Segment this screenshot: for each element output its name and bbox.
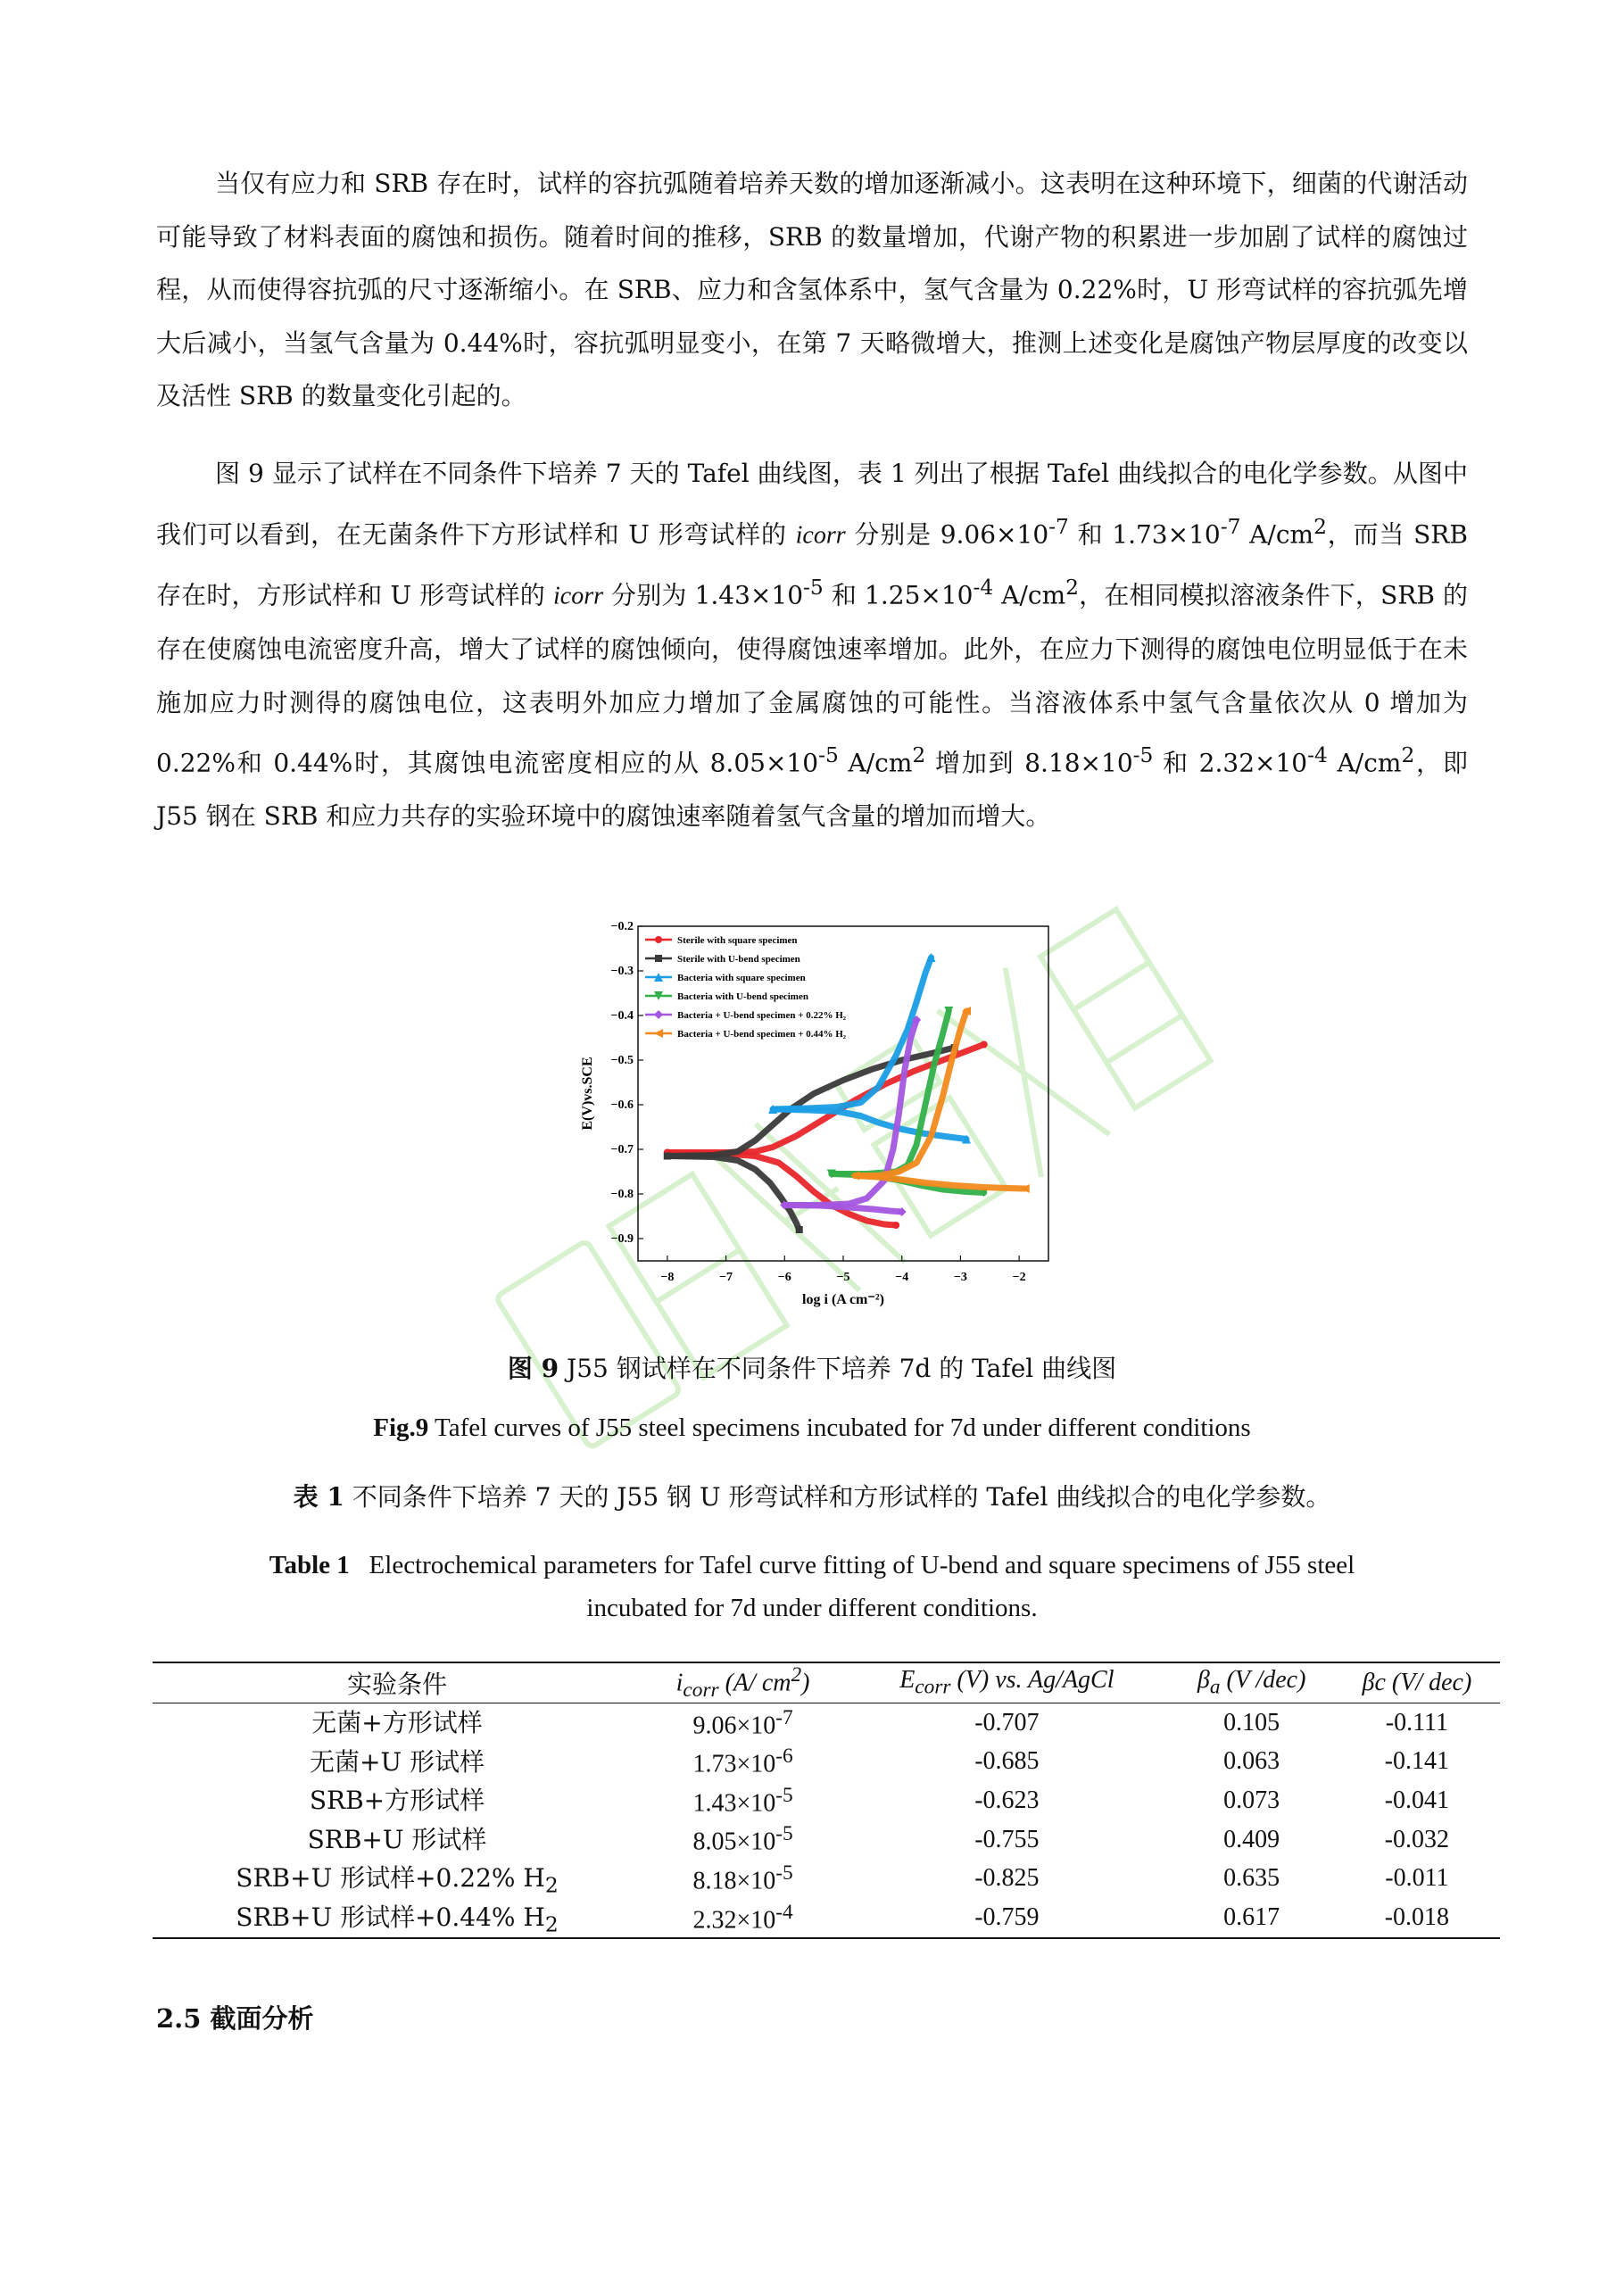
cell-beta-c: -0.018 — [1334, 1898, 1500, 1938]
x-tick-label: −6 — [777, 1271, 791, 1284]
header-icorr: $i_{corr}$ (A/ $cm^2$) — [642, 1662, 844, 1703]
table-header-row — [153, 1662, 1500, 1703]
cell-icorr: $8.05\times 10^{-5}$ — [692, 1822, 793, 1856]
cell-condition: SRB+方形试样 — [309, 1786, 485, 1816]
y-tick-label: −0.9 — [610, 1232, 634, 1246]
x-tick-label: −5 — [836, 1271, 850, 1284]
cell-icorr: $9.06\times 10^{-7}$ — [692, 1705, 793, 1739]
x-axis-label: log i (A cm⁻²) — [802, 1292, 884, 1307]
series-0-cathodic-line — [667, 1153, 896, 1226]
header-ecorr: $E_{corr}$ (V) vs. Ag/AgCl — [844, 1662, 1169, 1703]
cell-ecorr: -0.623 — [974, 1786, 1040, 1814]
legend-label: Sterile with square specimen — [677, 935, 798, 946]
table-caption-zh: 表 1 不同条件下培养 7 天的 J55 钢 U 形弯试样和方形试样的 Tafel 曲线拟合的电化学参数。 — [293, 1482, 1331, 1512]
legend-label: Bacteria with U-bend specimen — [677, 991, 808, 1002]
y-tick-label: −0.7 — [610, 1143, 634, 1156]
cell-beta-c: -0.032 — [1384, 1825, 1450, 1853]
cell-beta-a: 0.105 — [1223, 1708, 1280, 1737]
series-1-anodic-line — [667, 1048, 955, 1156]
header-beta-a: $\beta_a$ (V /dec) — [1170, 1662, 1334, 1703]
series-1-point — [664, 1153, 671, 1160]
table-row — [153, 1743, 1500, 1782]
cell-beta-a: 0.409 — [1223, 1825, 1280, 1853]
legend-label: Bacteria + U-bend specimen + 0.44% H₂ — [677, 1029, 847, 1040]
x-tick-label: −7 — [719, 1271, 733, 1284]
x-tick-label: −8 — [660, 1271, 675, 1284]
cell-ecorr: -0.755 — [974, 1825, 1040, 1853]
paragraph-1: 当仅有应力和 SRB 存在时，试样的容抗弧随着培养天数的增加逐渐减小。这表明在这种环境下，细菌的代谢活动可能导致了材料表面的腐蚀和损伤。随着时间的推移，SRB 的数量增加，代谢产物的积累进一步加剧了试样的腐蚀过程，从而使得容抗弧的尺寸逐渐缩小。在 SRB、应力和含氢体系中，氢气含量为 0.22%时，U 形弯试样的容抗弧先增大后减小，当氢气含量为 0.44%时，容抗弧明显变小，在第 7 天略微增大，推测上述变化是腐蚀产物层厚度的改变以及活性 SRB 的数量变化引起的。 — [156, 169, 1468, 410]
x-tick-label: −2 — [1012, 1271, 1026, 1284]
y-tick-label: −0.4 — [610, 1009, 634, 1023]
cell-condition: SRB+U 形试样+0.22% $H_2$ — [236, 1863, 559, 1898]
cell-icorr: $8.18\times 10^{-5}$ — [692, 1861, 793, 1895]
table-row — [153, 1781, 1500, 1820]
cell-ecorr: -0.825 — [974, 1864, 1040, 1893]
series-0-point — [981, 1041, 988, 1049]
cell-beta-a: 0.063 — [1223, 1747, 1280, 1776]
cell-condition: 无菌+U 形试样 — [310, 1746, 485, 1777]
y-axis-label: E(V)vs.SCE — [580, 1057, 595, 1131]
cell-icorr: $1.43\times 10^{-5}$ — [692, 1783, 793, 1818]
y-tick-label: −0.6 — [610, 1098, 634, 1112]
cell-beta-c: -0.141 — [1384, 1747, 1450, 1776]
cell-beta-c: -0.111 — [1385, 1708, 1449, 1737]
x-tick-label: −4 — [895, 1271, 909, 1284]
legend-marker — [655, 955, 662, 962]
cell-beta-c: -0.011 — [1385, 1864, 1449, 1893]
legend-label: Sterile with U-bend specimen — [677, 954, 800, 965]
cell-condition: SRB+U 形试样 — [307, 1824, 487, 1854]
figure-caption-en: Fig.9 Tafel curves of J55 steel specimens incubated for 7d under different conditions — [373, 1413, 1251, 1442]
cell-beta-c: -0.041 — [1384, 1786, 1450, 1814]
cell-icorr: $2.32\times 10^{-4}$ — [642, 1898, 844, 1938]
tafel-chart — [567, 913, 1066, 1314]
table-caption-en: Table 1 Electrochemical parameters for Tafel curve fitting of U-bend and square specimens of J55 steel incubated for 7d under different conditions. — [269, 1551, 1355, 1622]
header-beta-c: βc (V/ dec) — [1334, 1662, 1500, 1703]
cell-beta-a: 0.635 — [1223, 1864, 1280, 1893]
legend-label: Bacteria with square specimen — [677, 973, 806, 983]
table-row — [153, 1703, 1500, 1743]
cell-beta-a: 0.617 — [1170, 1898, 1334, 1938]
header-condition: 实验条件 — [153, 1662, 642, 1703]
legend-marker — [654, 1010, 663, 1019]
legend-marker — [654, 1029, 663, 1038]
cell-icorr: $1.73\times 10^{-6}$ — [692, 1745, 793, 1778]
x-tick-label: −3 — [953, 1271, 967, 1284]
y-tick-label: −0.8 — [610, 1188, 634, 1201]
cell-ecorr: -0.759 — [844, 1898, 1169, 1938]
cell-beta-a: 0.073 — [1223, 1786, 1280, 1814]
y-tick-label: −0.3 — [610, 965, 634, 978]
cell-ecorr: -0.685 — [974, 1747, 1040, 1776]
y-tick-label: −0.5 — [610, 1054, 634, 1067]
figure-caption-zh: 图 9 J55 钢试样在不同条件下培养 7d 的 Tafel 曲线图 — [507, 1354, 1117, 1383]
table-row — [153, 1898, 1500, 1938]
cell-ecorr: -0.707 — [974, 1708, 1040, 1737]
legend-marker — [655, 936, 662, 943]
paragraph-2: 图 9 显示了试样在不同条件下培养 7 天的 Tafel 曲线图，表 1 列出了根据 Tafel 曲线拟合的电化学参数。从图中我们可以看到，在无菌条件下方形试样和 U 形弯试样的 icorr 分别是 $9.06\times 10^{-7}$ 和 $1.73\times 10^{-7}$ $A/cm^2$，而当 SRB 存在时，方形试样和 U 形弯试样的 icorr 分别为 $1.43\times 10^{-5}$ 和 $1.25\times 10^{-4}$ $A/cm^2$，在相同模拟溶液条件下，SRB 的存在使腐蚀电流密度升高，增大了试样的腐蚀倾向，使得腐蚀速率增加。此外，在应力下测得的腐蚀电位明显低于在未施加应力时测得的腐蚀电位，这表明外加应力增加了金属腐蚀的可能性。当溶液体系中氢气含量依次从 0 增加为 0.22%和 0.44%时，其腐蚀电流密度相应的从 $8.05\times 10^{-5}$ $A/cm^2$ 增加到 $8.18\times 10^{-5}$ 和 $2.32\times 10^{-4}$ $A/cm^2$，即 J55 钢在 SRB 和应力共存的实验环境中的腐蚀速率随着氢气含量的增加而增大。 — [156, 459, 1468, 831]
section-heading: 2.5 截面分析 — [156, 2003, 314, 2034]
cell-condition: SRB+U 形试样+0.44% $H_2$ — [153, 1898, 642, 1938]
cell-condition: 无菌+方形试样 — [311, 1708, 483, 1737]
table-row — [153, 1820, 1500, 1860]
y-tick-label: −0.2 — [610, 920, 634, 933]
series-0-point — [892, 1222, 899, 1229]
electrochemical-parameters-table — [153, 1662, 1500, 1939]
table-row — [153, 1859, 1500, 1898]
series-1-point — [796, 1226, 803, 1233]
legend-label: Bacteria + U-bend specimen + 0.22% H₂ — [677, 1010, 847, 1021]
